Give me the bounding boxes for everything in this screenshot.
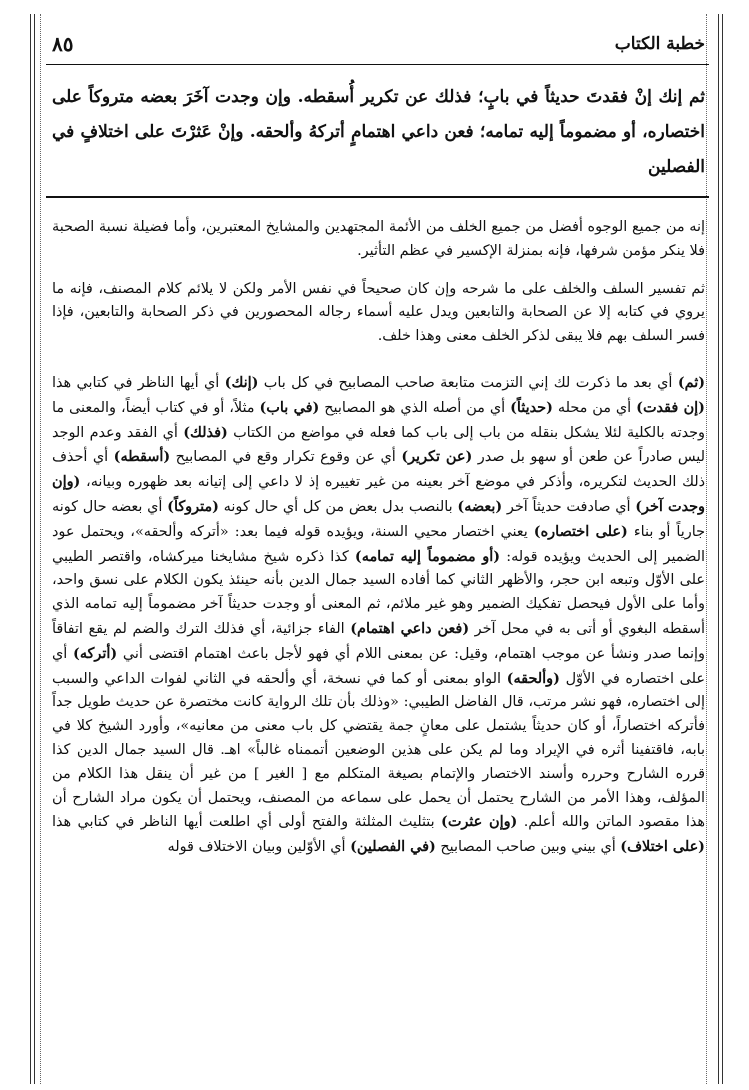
commentary-text: بالنصب بدل بعض من كل أي حال كونه (218, 498, 458, 515)
page-border-right (718, 14, 723, 1084)
page-ornament-left (40, 14, 51, 1084)
quoted-term: (عن تكرير) (401, 448, 473, 466)
commentary-text: أي على اختصاره في الأوّل (52, 645, 706, 687)
quoted-term: (فعن داعي اهتمام) (350, 619, 470, 637)
commentary-text: كذا ذكره شيخ مشايخنا ميركشاه، واقتصر الطيبي على الأوّل وتبعه ابن حجر، والأظهر الثاني كما أفاده السيد جمال الدين بأنه حينئذ يكون الكلام على نسق واحد، وأما على الأول فيحصل تفكيك الضمير وهو غير ملائم، ثم المعنى أو وجدت حديثاً آخر مضموماً إليه تمامه الذي أسقطه البغوي أو أتى به في محل آخر (52, 548, 705, 637)
quoted-term: (أسقطه) (113, 448, 171, 466)
commentary-text: أي بعضه حال كونه جارياً أو بناء (52, 498, 705, 540)
quoted-term: (وألحقه) (506, 669, 560, 687)
page-ornament-right (706, 14, 717, 1084)
commentary-text: أي بيني وبين صاحب المصابيح (435, 839, 621, 856)
quoted-term: (وإن عثرت) (441, 813, 518, 831)
quoted-term: (وإن وجدت آخر) (52, 473, 705, 515)
quoted-term: (فذلك) (183, 423, 228, 441)
commentary-paragraph-3 (52, 371, 705, 860)
main-text-divider (46, 196, 709, 198)
quoted-term: (في الفصلين) (350, 838, 436, 856)
quoted-term: (على اختلاف) (620, 838, 705, 856)
commentary-text: بتثليث المثلثة والفتح أولى أي اطلعت أيها الناظر في كتابي هذا (52, 814, 442, 831)
commentary (52, 216, 705, 860)
quoted-term: (ثم) (677, 373, 706, 391)
commentary-paragraph-1: إنه من جميع الوجوه أفضل من جميع الخلف من الأئمة المجتهدين والمشايخ المعتبرين، وأما فضيلة نسبة الصحبة فلا ينكر مؤمن شرفها، فإنه بمنزلة الإكسير في عظم التأثير. (52, 219, 705, 259)
quoted-term: (إنك) (224, 373, 259, 391)
quoted-term: (في باب) (259, 398, 320, 416)
quoted-term: (إن فقدت) (636, 398, 705, 416)
page-header (46, 30, 709, 65)
commentary-text: مثلاً، أو في كتاب أيضاً، والمعنى ما وجدته بالكلية لئلا يشكل بنقله من باب إلى باب كما فعله في مواضع من الكتاب (52, 399, 705, 441)
quoted-term: (أو مضموماً إليه تمامه) (354, 547, 501, 565)
commentary-text: أي من محله (552, 399, 637, 416)
commentary-text: يعني اختصار محيي السنة، ويؤيده قوله فيما بعد: «أتركه وألحقه»، ويحتمل عود الضمير إلى الحديث ويؤيده قوله: (52, 523, 705, 565)
main-text: ثم إنك إنْ فقدتَ حديثاً في بابٍ؛ فذلك عن تكرير أُسقطه. وإن وجدت آخَرَ بعضه متروكاً على اختصاره، أو مضموماً إليه تمامه؛ فعن داعي اهتمامٍ أتركهُ وألحقه. وإنْ عَثرْتَ على اختلافٍ في الفصلين (52, 87, 705, 177)
quoted-term: (بعضه) (457, 497, 503, 515)
quoted-term: (متروكاً) (167, 497, 219, 515)
commentary-text: أي أحذف ذلك الحديث لتكريره، وأذكر في موضع آخر بعينه من غير تغييره إذ لا داعي إلى إتيانه بعد ظهوره وبيانه، (52, 449, 705, 491)
commentary-text: الواو بمعنى أو كما في نسخة، أي وألحقه في الثاني لفوات الداعي والسبب إلى اختصاره، فهو نشر مرتب، قال الفاضل الطيبي: «وذلك بأن تلك الرواية كانت مختصرة عن حديث طويل جداً فأتركه اختصاراً، أو كان حديثاً يشتمل على معانٍ جمة يقتضي كل باب معنى من معانيه»، وأورد الشيخ كلا في بابه، فاقتفينا أثره في الإيراد وما لم يكن على هذين الوضعين أتممناه غالباً» اهـ. قال السيد جمال الدين كذا قرره الشارح وحرره وأسند الاختصار والإتمام بصيغة المتكلم مع [ الغير ] من غير أن ينقل هذا الكلام من المؤلف، وهذا الأمر من الشارح يحتمل أن يحمل على سماعه من المصنف، ويحتمل أن يكون مراد الشارح أن هذا مقصود الماتن والله أعلم. (52, 670, 705, 831)
commentary-text: أي أيها الناظر في كتابي هذا (52, 374, 225, 391)
commentary-text: أي الأوّلين وبيان الاختلاف قوله (167, 839, 351, 856)
page-number: ٨٥ (52, 32, 74, 56)
quoted-term: (على اختصاره) (533, 522, 628, 540)
commentary-text: الفاء جزائية، أي فذلك الترك والضم لم يقع اتفاقاً وإنما صدر ونشأ عن موجب اهتمام، وقيل: عن بمعنى اللام أي فهو لأجل باعث اهتمام اقتضى أني (52, 620, 705, 662)
quoted-term: (أتركه) (73, 644, 118, 662)
commentary-text: أي صادفت حديثاً آخر (502, 498, 636, 515)
page-border-left (30, 14, 35, 1084)
chapter-title: خطبة الكتاب (614, 34, 705, 54)
commentary-text: أي عن وقوع تكرار وقع في المصابيح (170, 449, 402, 466)
quoted-term: (حديثاً) (510, 398, 553, 416)
commentary-text: أي بعد ما ذكرت لك إني التزمت متابعة صاحب المصابيح في كل باب (258, 374, 678, 391)
commentary-text: أي الفقد وعدم الوجد ليس صادراً عن طعن أو سهو بل صدر (52, 424, 705, 466)
commentary-text: أي من أصله الذي هو المصابيح (319, 399, 511, 416)
commentary-paragraph-2: ثم تفسير السلف والخلف على ما شرحه وإن كان صحيحاً في نفس الأمر ولكن لا يلائم كلام المصنف، فإنه ما يروي في كتابه إلا عن الصحابة والتابعين ويدل عليه أسماء رجاله المحصورين في ذكر الصحابة والتابعين، فإذا فسر السلف بهم فلا يبقى لذكر الخلف معنى وهذا خلف. (52, 280, 705, 345)
